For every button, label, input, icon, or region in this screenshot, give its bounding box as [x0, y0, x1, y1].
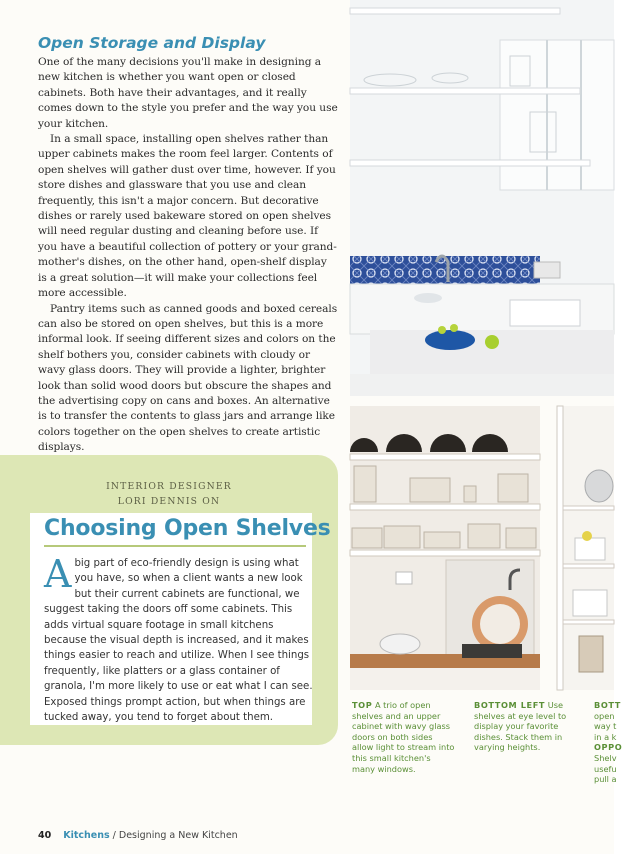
sidebar-divider [44, 545, 306, 547]
caption-bottom-left [474, 700, 574, 753]
caption-bottom-right-line-4: Shelv [594, 752, 617, 763]
shelf-unit-illustration [557, 406, 614, 690]
sidebar-kicker [0, 479, 338, 509]
article-paragraph-2: In a small space, installing open shelves rather than upper cabinets makes the room feel larger. Contents of open shelves will gather dust over time, however. If you store dishes and glassware that you use and clean frequently, this isn't a major concern. But decorative dishes or rarely used bakeware stored on open shelves will need regular dusting and cleaning before use. If you have a beautiful collection of pottery or your grand-mother's dishes, on the other hand, open-shelf display is a great solution—it will make your collections feel more accessible. [38, 133, 337, 300]
open-shelves-photo [350, 406, 540, 690]
footer-section: Kitchens [63, 830, 110, 841]
article-paragraph-3: Pantry items such as canned goods and boxed cereals can also be stored on open shelves, but this is a more informal look. If seeing different sizes and colors on the shelf bothers you, consider cabinets with cloudy or wavy glass doors. They will provide a lighter, brighter look than solid wood doors but obscure the shapes and the advertising copy on cans and boxes. An alternative is to transfer the contents to glass jars and arrange like colors together on the open shelves to create artistic displays. [38, 302, 338, 454]
sidebar-quote [44, 552, 314, 725]
caption-bottom-right-line-6: pull a [594, 774, 617, 785]
caption-bottom-right-cropped [594, 700, 634, 785]
article-heading: Open Storage and Display [38, 34, 266, 52]
caption-bottom-right-line-2: way t [594, 721, 617, 732]
shelf-unit-photo [557, 406, 614, 690]
caption-opposite-lead: OPPO [594, 742, 623, 753]
caption-top [352, 700, 456, 774]
caption-bottom-left-text: Use shelves at eye level to display your favorite dishes. Stack them in varying heights. [474, 700, 567, 753]
shelves-illustration [350, 406, 540, 690]
caption-bottom-right-line-3: in a k [594, 731, 617, 742]
caption-bottom-right-line-1: open [594, 710, 615, 721]
sidebar-title: Choosing Open Shelves [44, 516, 331, 541]
kitchen-photo-top [350, 0, 614, 396]
kitchen-illustration [350, 0, 614, 396]
page-number: 40 [38, 830, 52, 841]
sidebar-kicker-line-2: LORI DENNIS ON [117, 496, 221, 507]
caption-bottom-right-lead: BOTT [594, 700, 621, 710]
drop-cap: A [44, 552, 72, 596]
sidebar-kicker-line-1: INTERIOR DESIGNER [106, 481, 232, 492]
caption-bottom-right-line-5: usefu [594, 763, 617, 774]
caption-bottom-left-lead: BOTTOM LEFT [474, 700, 546, 710]
caption-top-lead: TOP [352, 700, 373, 710]
article-paragraph-1: One of the many decisions you'll make in designing a new kitchen is whether you want open or closed cabinets. Both have their advantages, and it really comes down to the style you prefer and the way you use your kitchen. [38, 56, 338, 130]
page-footer [38, 830, 238, 841]
caption-top-text: A trio of open shelves and an upper cabinet with wavy glass doors on both sides allow light to stream into this small kitchen's many windows. [352, 700, 455, 774]
footer-subsection: / Designing a New Kitchen [109, 830, 238, 841]
article-body [38, 55, 338, 456]
sidebar-quote-text: big part of eco-friendly design is using what you have, so when a client wants a new look but their current cabinets are functional, we suggest taking the doors off some cabinets. This adds virtual square footage in small kitchens because the visual depth is increased, and it makes things easier to reach and utilize. When I see things frequently, like platters or a glass container of granola, I'm more likely to use or eat what I can see. Exposed things prompt action, but when things are tucked away, you tend to forget about them. [44, 558, 313, 724]
